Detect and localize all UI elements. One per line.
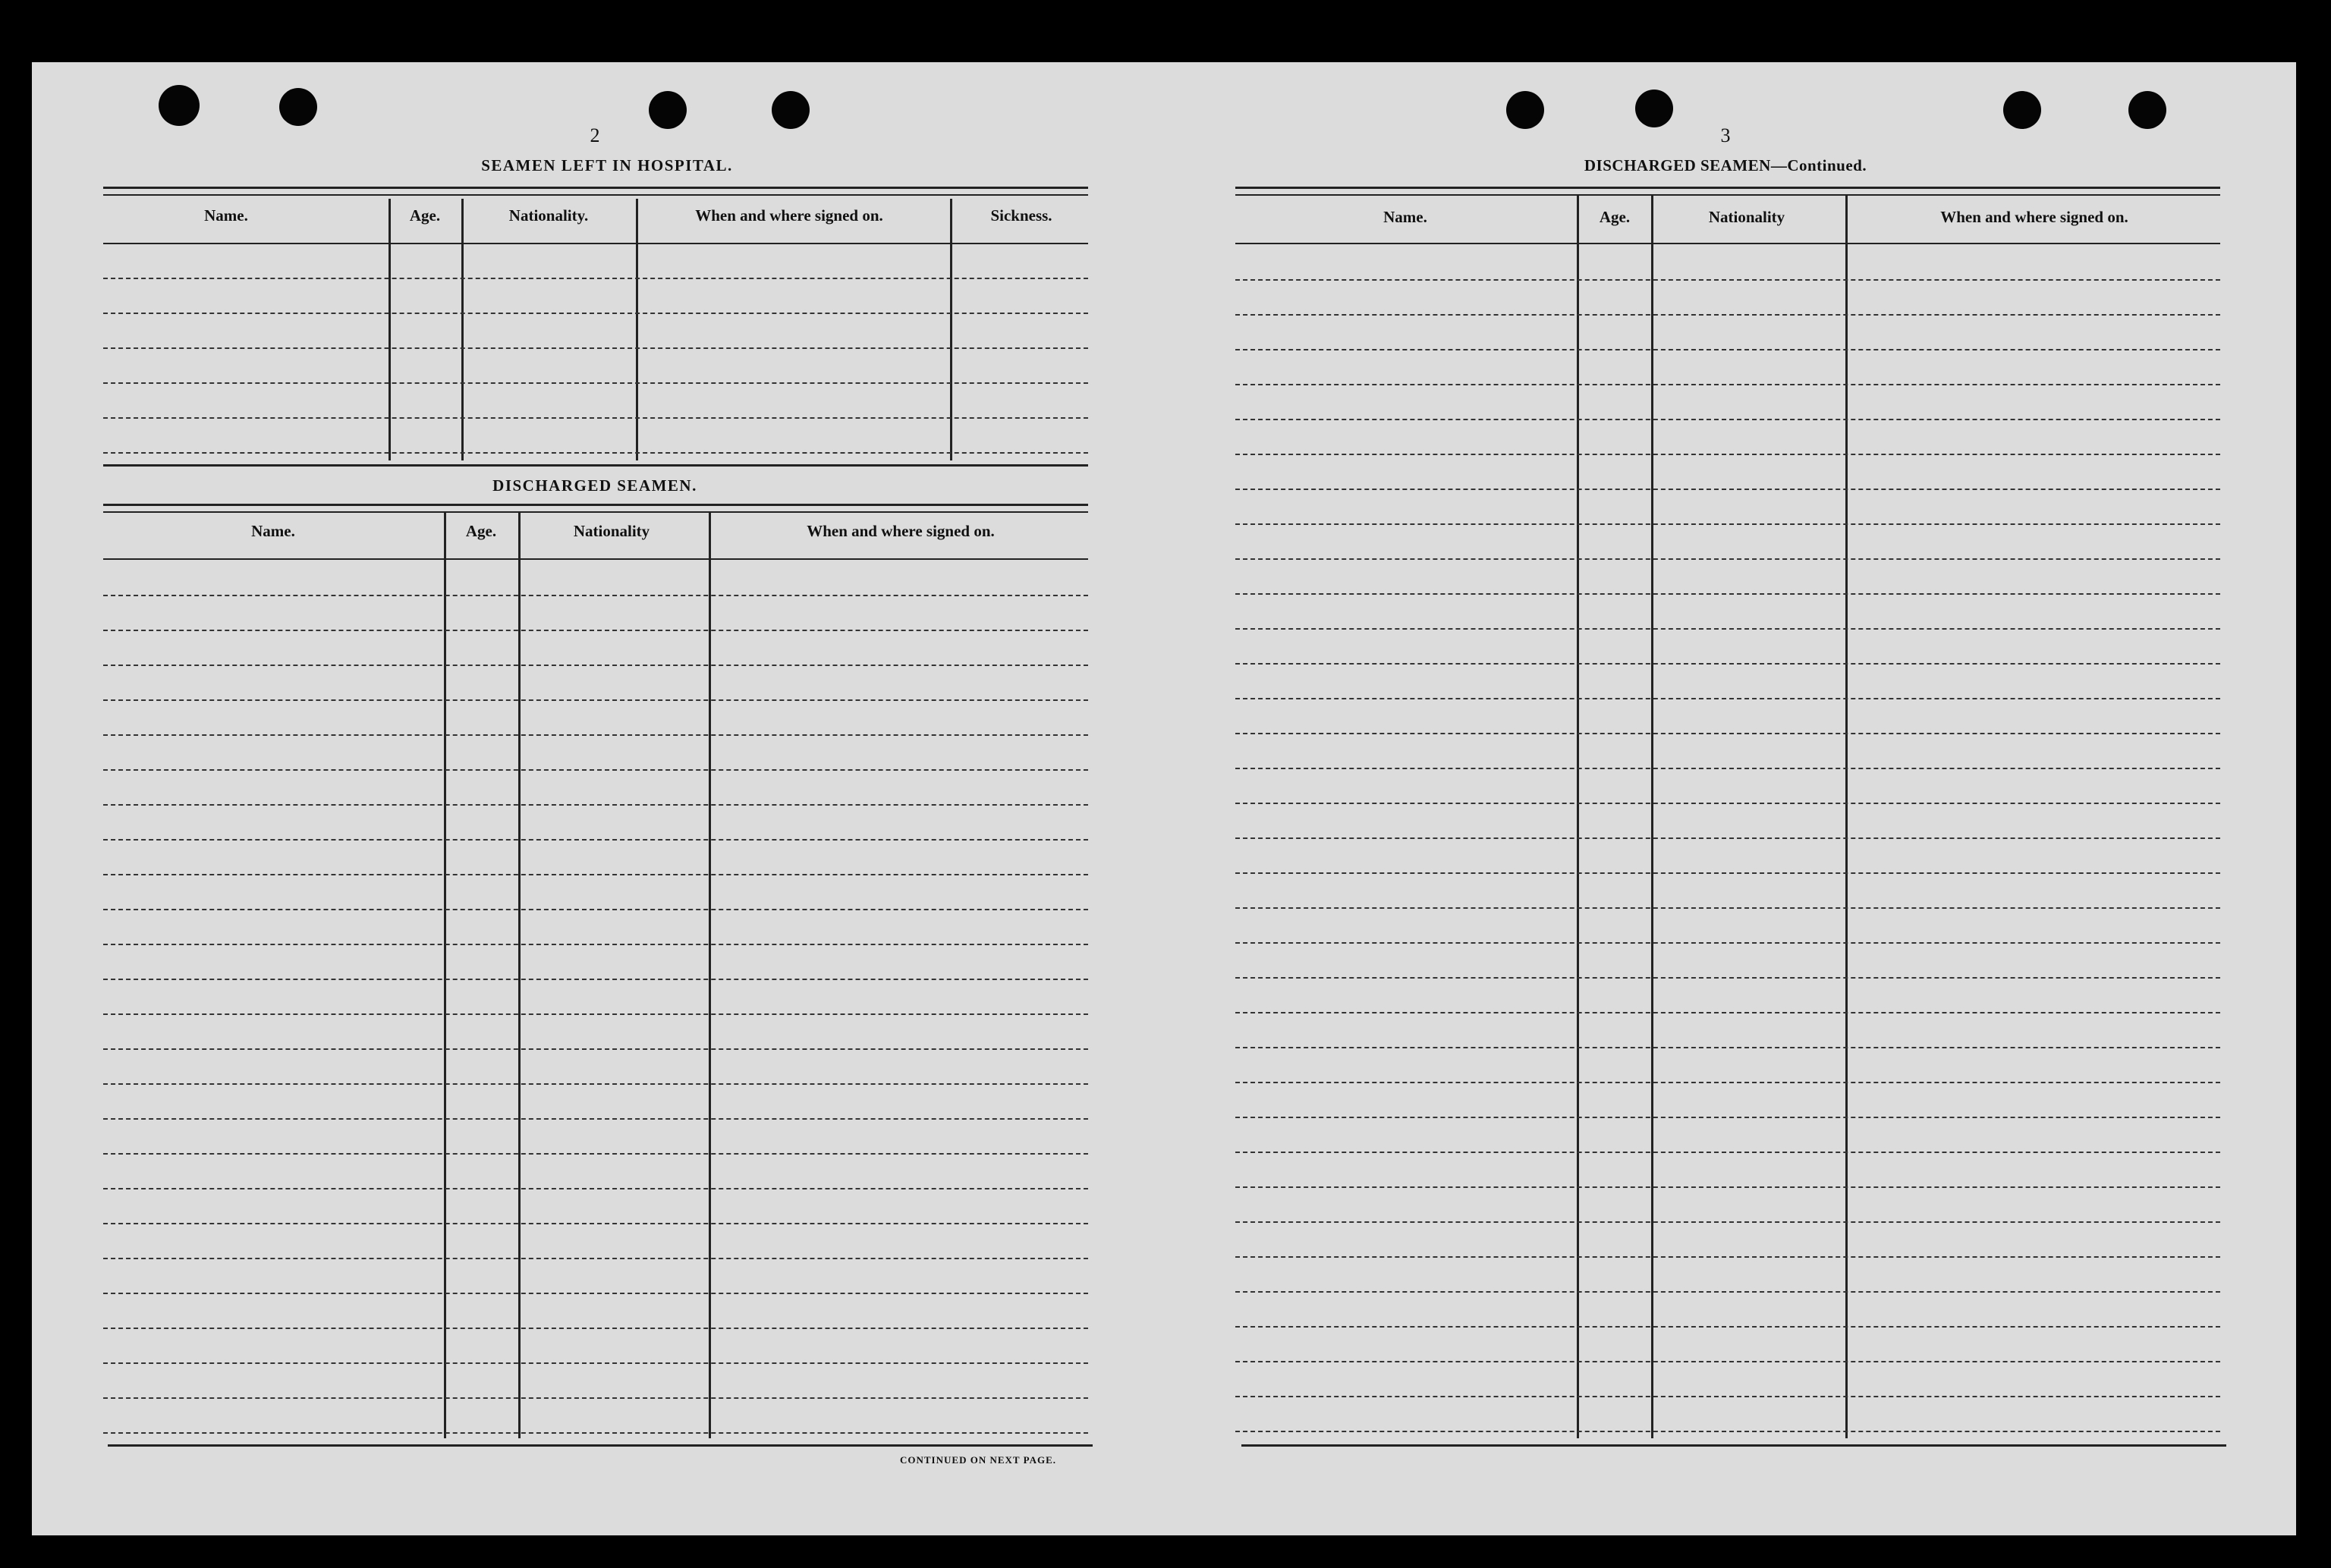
table-row (1235, 1082, 2220, 1083)
rule (108, 1444, 1093, 1447)
column-header-age: Age. (409, 206, 441, 225)
rule (103, 187, 1088, 189)
table-row (103, 1188, 1088, 1189)
table-row (103, 1118, 1088, 1120)
table-row (1235, 384, 2220, 385)
page-number: 2 (590, 124, 600, 146)
table-row (1235, 803, 2220, 804)
rule (103, 464, 1088, 467)
table-row (1235, 314, 2220, 316)
rule (103, 504, 1088, 506)
table-row (1235, 872, 2220, 874)
table-row (103, 1432, 1088, 1434)
header-rule (1235, 243, 2220, 244)
table-row (1235, 558, 2220, 560)
table-row (103, 278, 1088, 279)
section-title-hospital: SEAMEN LEFT IN HOSPITAL. (481, 156, 733, 174)
table-row (1235, 279, 2220, 281)
punch-hole (772, 91, 810, 129)
column-divider (1845, 196, 1848, 1438)
table-row (1235, 733, 2220, 734)
table-row (103, 1293, 1088, 1294)
table-row (1235, 454, 2220, 455)
table-row (1235, 1256, 2220, 1258)
column-header-name: Name. (204, 206, 248, 225)
table-row (103, 1397, 1088, 1399)
column-header-nationality: Nationality (1708, 208, 1785, 226)
table-row (103, 1223, 1088, 1224)
column-header-signed-on: When and where signed on. (695, 206, 883, 225)
column-divider (636, 199, 638, 460)
table-row (1235, 907, 2220, 909)
table-row (103, 1048, 1088, 1050)
table-row (1235, 1361, 2220, 1362)
punch-hole (1635, 90, 1673, 127)
table-row (1235, 349, 2220, 350)
punch-hole (2128, 91, 2166, 129)
table-row (103, 665, 1088, 666)
table-row (1235, 977, 2220, 979)
table-row (1235, 1152, 2220, 1153)
table-row (103, 944, 1088, 945)
table-row (103, 1013, 1088, 1015)
table-row (103, 804, 1088, 806)
table-row (103, 699, 1088, 701)
table-row (103, 382, 1088, 384)
column-header-name: Name. (251, 522, 295, 540)
header-rule (103, 558, 1088, 560)
rule (103, 511, 1088, 513)
column-divider (518, 511, 521, 1438)
punch-hole (279, 88, 317, 126)
table-row (103, 874, 1088, 875)
column-divider (461, 199, 464, 460)
table-row (1235, 523, 2220, 525)
table-row (1235, 628, 2220, 630)
table-row (103, 313, 1088, 314)
table-row (103, 839, 1088, 841)
table-row (1235, 837, 2220, 839)
column-divider (950, 199, 952, 460)
punch-hole (2003, 91, 2041, 129)
rule (1235, 194, 2220, 196)
table-row (103, 1083, 1088, 1085)
table-row (1235, 1047, 2220, 1048)
table-row (1235, 593, 2220, 595)
column-header-signed-on: When and where signed on. (807, 522, 995, 540)
table-row (103, 417, 1088, 419)
punch-hole (1506, 91, 1544, 129)
column-header-sickness: Sickness. (990, 206, 1052, 225)
column-divider (1651, 196, 1653, 1438)
table-row (103, 595, 1088, 596)
punch-hole (159, 85, 200, 126)
table-row (1235, 1326, 2220, 1328)
section-title-discharged-continued: DISCHARGED SEAMEN—Continued. (1584, 156, 1867, 174)
table-row (1235, 1117, 2220, 1118)
column-header-age: Age. (465, 522, 497, 540)
table-row (103, 734, 1088, 736)
column-header-nationality: Nationality (573, 522, 650, 540)
table-row (103, 452, 1088, 454)
rule (1235, 187, 2220, 189)
document-sheet (32, 62, 2296, 1535)
table-row (1235, 1431, 2220, 1432)
table-row (1235, 942, 2220, 944)
table-row (103, 909, 1088, 910)
table-row (1235, 1012, 2220, 1013)
table-row (1235, 698, 2220, 699)
column-header-nationality: Nationality. (508, 206, 589, 225)
table-row (103, 630, 1088, 631)
column-header-signed-on: When and where signed on. (1940, 208, 2128, 226)
page-number: 3 (1720, 124, 1731, 146)
rule (103, 194, 1088, 196)
table-row (1235, 768, 2220, 769)
table-row (103, 769, 1088, 771)
table-row (1235, 1291, 2220, 1293)
column-header-age: Age. (1599, 208, 1631, 226)
table-row (103, 347, 1088, 349)
table-row (1235, 1396, 2220, 1397)
rule (1241, 1444, 2226, 1447)
column-divider (388, 199, 391, 460)
section-title-discharged: DISCHARGED SEAMEN. (492, 476, 697, 495)
table-row (1235, 419, 2220, 420)
column-header-name: Name. (1383, 208, 1427, 226)
header-rule (103, 243, 1088, 244)
column-divider (444, 511, 446, 1438)
table-row (1235, 663, 2220, 665)
table-row (103, 1258, 1088, 1259)
table-row (103, 1362, 1088, 1364)
column-divider (709, 511, 711, 1438)
table-row (1235, 1186, 2220, 1188)
table-row (103, 1328, 1088, 1329)
table-row (1235, 1221, 2220, 1223)
punch-hole (649, 91, 687, 129)
table-row (1235, 489, 2220, 490)
continued-footer: CONTINUED ON NEXT PAGE. (900, 1454, 1056, 1466)
table-row (103, 1153, 1088, 1155)
column-divider (1577, 196, 1579, 1438)
table-row (103, 979, 1088, 980)
